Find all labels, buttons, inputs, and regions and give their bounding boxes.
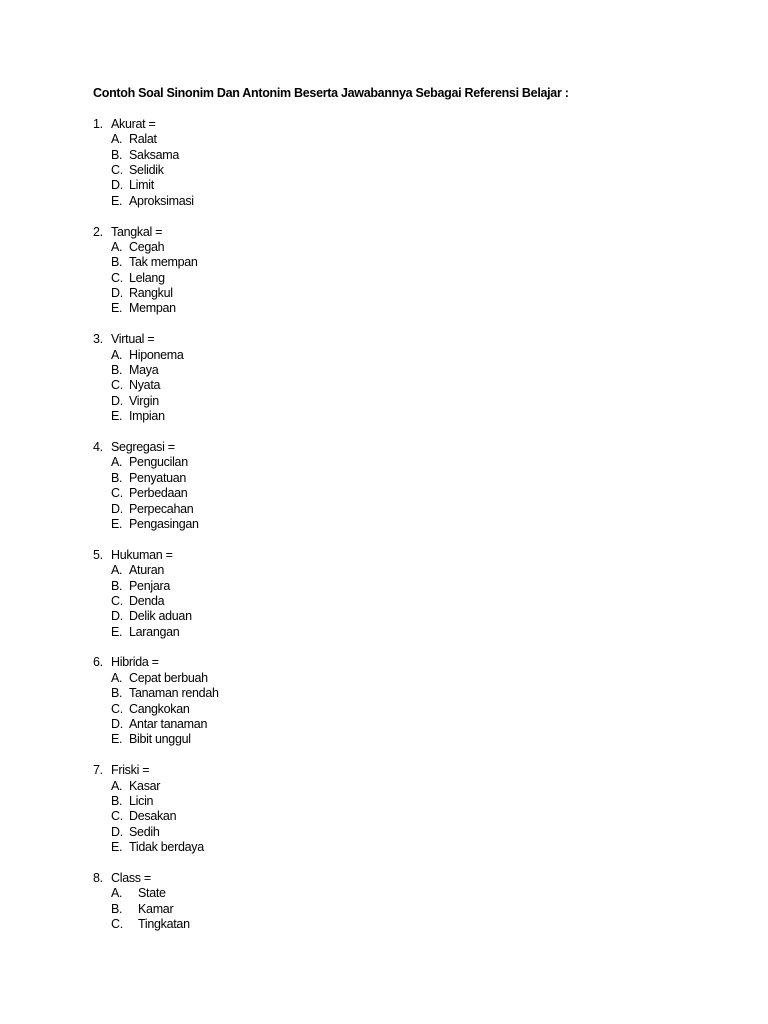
option-letter: D. [111, 824, 123, 839]
option-letter: E. [111, 409, 123, 424]
option-d [93, 286, 733, 301]
option-text: Virgin [129, 393, 159, 408]
option-letter: C. [111, 593, 123, 608]
document-title: Contoh Soal Sinonim Dan Antonim Beserta Jawabannya Sebagai Referensi Belajar : [93, 86, 569, 100]
option-text: Kasar [129, 778, 161, 793]
option-a [93, 563, 733, 578]
option-text: Tanaman rendah [129, 686, 219, 701]
option-letter: A. [111, 239, 123, 254]
option-letter: C. [111, 486, 123, 501]
option-letter: E. [111, 732, 123, 747]
option-text: Aproksimasi [129, 193, 194, 208]
option-letter: D. [111, 286, 123, 301]
option-e [93, 409, 733, 424]
option-text: Impian [129, 409, 165, 424]
option-text: Bibit unggul [129, 732, 191, 747]
option-text: Rangkul [129, 286, 173, 301]
option-letter: C. [111, 378, 123, 393]
question-line [93, 440, 733, 455]
option-text: Nyata [129, 378, 161, 393]
question-number: 4. [93, 439, 103, 454]
question-2 [93, 225, 733, 317]
option-letter: D. [111, 717, 123, 732]
question-line [93, 548, 733, 563]
option-letter: A. [111, 670, 123, 685]
question-7 [93, 763, 733, 855]
option-a [93, 671, 733, 686]
option-text: Delik aduan [129, 609, 192, 624]
option-b [93, 255, 733, 270]
option-b [93, 148, 733, 163]
option-letter: A. [111, 347, 123, 362]
question-number: 2. [93, 224, 103, 239]
option-text: Tidak berdaya [129, 840, 204, 855]
question-number: 7. [93, 763, 103, 778]
option-e [93, 301, 733, 316]
question-line [93, 655, 733, 670]
question-5 [93, 548, 733, 640]
option-letter: E. [111, 840, 123, 855]
option-letter: C. [111, 162, 123, 177]
option-letter: E. [111, 301, 123, 316]
option-letter: B. [111, 901, 123, 916]
question-number: 1. [93, 116, 103, 131]
option-letter: B. [111, 793, 123, 808]
option-text: Sedih [129, 824, 160, 839]
option-b [93, 471, 733, 486]
option-c [93, 917, 733, 932]
option-letter: B. [111, 363, 123, 378]
option-b [93, 794, 733, 809]
option-letter: E. [111, 193, 123, 208]
option-b [93, 902, 733, 917]
question-4 [93, 440, 733, 532]
option-e [93, 732, 733, 747]
document-page [93, 86, 733, 948]
option-text: Hiponema [129, 347, 184, 362]
option-b [93, 363, 733, 378]
option-letter: B. [111, 255, 123, 270]
option-letter: E. [111, 624, 123, 639]
option-d [93, 394, 733, 409]
option-text: Perpecahan [129, 501, 194, 516]
question-text: Hibrida = [111, 655, 159, 670]
option-c [93, 163, 733, 178]
option-letter: B. [111, 147, 123, 162]
option-a [93, 886, 733, 901]
option-d [93, 502, 733, 517]
question-number: 8. [93, 870, 103, 885]
option-e [93, 517, 733, 532]
option-text: Denda [129, 593, 165, 608]
question-text: Virtual = [111, 332, 155, 347]
option-c [93, 809, 733, 824]
option-text: Tak mempan [129, 255, 198, 270]
question-number: 3. [93, 332, 103, 347]
option-letter: B. [111, 578, 123, 593]
option-letter: D. [111, 609, 123, 624]
option-letter: A. [111, 563, 123, 578]
option-c [93, 378, 733, 393]
option-text: Penjara [129, 578, 170, 593]
option-c [93, 271, 733, 286]
question-text: Tangkal = [111, 224, 163, 239]
option-letter: D. [111, 393, 123, 408]
question-text: Segregasi = [111, 439, 175, 454]
question-line [93, 332, 733, 347]
question-line [93, 117, 733, 132]
option-text: Saksama [129, 147, 180, 162]
option-d [93, 609, 733, 624]
question-text: Akurat = [111, 116, 156, 131]
option-text: Cepat berbuah [129, 670, 208, 685]
option-text: Selidik [129, 162, 164, 177]
question-text: Friski = [111, 763, 150, 778]
option-text: State [138, 886, 166, 901]
option-c [93, 594, 733, 609]
option-text: Limit [129, 178, 154, 193]
option-text: Kamar [138, 901, 174, 916]
option-d [93, 825, 733, 840]
option-b [93, 686, 733, 701]
option-letter: D. [111, 501, 123, 516]
option-e [93, 625, 733, 640]
option-c [93, 486, 733, 501]
option-letter: D. [111, 178, 123, 193]
option-text: Desakan [129, 809, 177, 824]
question-line [93, 763, 733, 778]
option-letter: A. [111, 132, 123, 147]
question-text: Class = [111, 870, 151, 885]
option-letter: C. [111, 270, 123, 285]
question-line [93, 871, 733, 886]
question-line [93, 225, 733, 240]
option-c [93, 702, 733, 717]
option-a [93, 348, 733, 363]
option-a [93, 779, 733, 794]
option-letter: A. [111, 778, 123, 793]
option-text: Larangan [129, 624, 180, 639]
option-letter: B. [111, 470, 123, 485]
option-text: Perbedaan [129, 486, 188, 501]
option-text: Lelang [129, 270, 165, 285]
option-d [93, 717, 733, 732]
option-text: Antar tanaman [129, 717, 208, 732]
question-3 [93, 332, 733, 424]
option-text: Aturan [129, 563, 165, 578]
question-text: Hukuman = [111, 547, 173, 562]
option-text: Pengasingan [129, 516, 199, 531]
option-e [93, 840, 733, 855]
question-8 [93, 871, 733, 933]
option-text: Penyatuan [129, 470, 187, 485]
option-text: Cegah [129, 239, 165, 254]
option-text: Tingkatan [138, 917, 190, 932]
option-letter: B. [111, 686, 123, 701]
option-e [93, 194, 733, 209]
option-text: Ralat [129, 132, 157, 147]
option-b [93, 579, 733, 594]
question-6 [93, 655, 733, 747]
question-1 [93, 117, 733, 209]
option-d [93, 178, 733, 193]
option-letter: C. [111, 917, 123, 932]
option-a [93, 455, 733, 470]
option-text: Maya [129, 363, 159, 378]
option-text: Licin [129, 793, 154, 808]
option-a [93, 240, 733, 255]
option-letter: A. [111, 455, 123, 470]
question-number: 6. [93, 655, 103, 670]
option-letter: A. [111, 886, 123, 901]
option-text: Mempan [129, 301, 176, 316]
option-text: Cangkokan [129, 701, 190, 716]
option-letter: C. [111, 809, 123, 824]
option-letter: E. [111, 516, 123, 531]
option-letter: C. [111, 701, 123, 716]
option-text: Pengucilan [129, 455, 188, 470]
question-number: 5. [93, 547, 103, 562]
option-a [93, 132, 733, 147]
